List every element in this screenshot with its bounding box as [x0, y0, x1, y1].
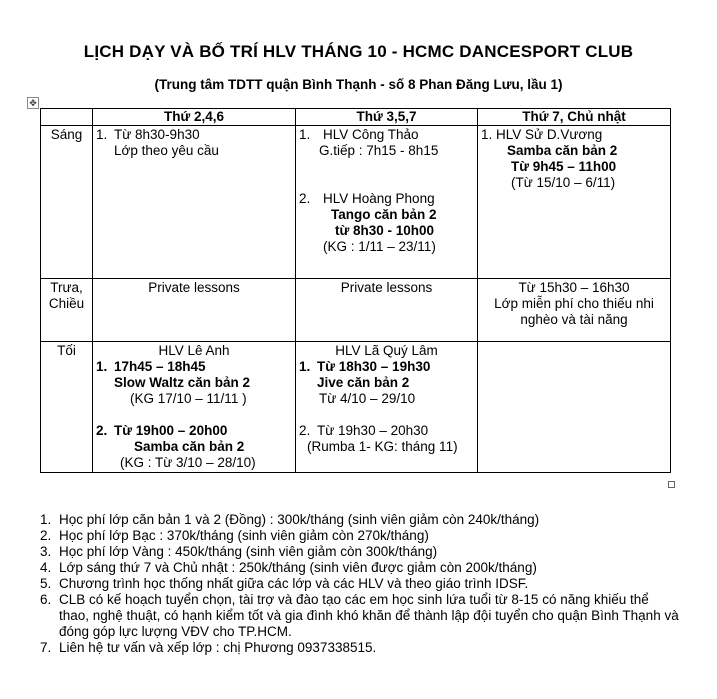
tango-time: từ 8h30 - 10h00 — [335, 223, 435, 238]
note-item: 2. Học phí lớp Bạc : 370k/tháng (sinh viên giảm còn 270k/tháng) — [40, 528, 429, 543]
jive-class: Jive căn bản 2 — [317, 375, 410, 390]
cell-afternoon-tue-thu-sat: Private lessons — [296, 279, 478, 342]
free-class-desc: Lớp miễn phí cho thiếu nhi — [494, 296, 654, 311]
cell-morning-mon-wed-fri: 1. Từ 8h30-9h30 Lớp theo yêu cầu — [93, 126, 296, 279]
page-subtitle: (Trung tâm TDTT quận Bình Thạnh - số 8 Phan Đăng Lưu, lầu 1) — [154, 77, 563, 92]
coach-su-d-vuong: 1. HLV Sử D.Vương — [481, 127, 603, 142]
waltz-time: 17h45 – 18h45 — [114, 359, 206, 374]
samba-dates: (Từ 15/10 – 6/11) — [511, 175, 616, 190]
reception-time: G.tiếp : 7h15 - 8h15 — [319, 143, 439, 158]
note-item: 6. CLB có kế hoạch tuyển chọn, tài trợ và đào tạo các em học sinh lứa tuổi từ 8-15 có năng khiếu thể thao, nghệ thuật, có hạnh kiểm tốt và gia đình khó khăn để thành lập đội tuyển cho quận Bình Thạnh và đóng góp lực lượng VĐV cho TP.HCM. — [40, 592, 679, 639]
cell-afternoon-mon-wed-fri: Private lessons — [93, 279, 296, 342]
samba-evening-dates: (KG : Từ 3/10 – 28/10) — [120, 455, 256, 470]
morning-time: Từ 8h30-9h30 — [114, 127, 200, 142]
free-class-desc-2: nghèo và tài năng — [520, 312, 628, 327]
samba-evening-class: Samba căn bản 2 — [134, 439, 245, 454]
header-mon-wed-fri: Thứ 2,4,6 — [93, 109, 296, 126]
rumba-class: (Rumba 1- KG: tháng 11) — [307, 439, 458, 454]
note-item: 5. Chương trình học thống nhất giữa các lớp và các HLV và theo giáo trình IDSF. — [40, 576, 529, 591]
free-class-time: Từ 15h30 – 16h30 — [518, 280, 630, 295]
page-title: LỊCH DẠY VÀ BỐ TRÍ HLV THÁNG 10 - HCMC DANCESPORT CLUB — [83, 42, 634, 61]
samba-class: Samba căn bản 2 — [507, 143, 618, 158]
waltz-class: Slow Waltz căn bản 2 — [114, 375, 251, 390]
tango-class: Tango căn bản 2 — [331, 207, 437, 222]
note-item: 3. Học phí lớp Vàng : 450k/tháng (sinh viên giảm còn 300k/tháng) — [40, 544, 438, 559]
row-label-evening: Tối — [41, 342, 93, 473]
jive-dates: Từ 4/10 – 29/10 — [319, 391, 416, 406]
header-corner — [41, 109, 93, 126]
cell-afternoon-weekend — [478, 279, 671, 342]
header-sat-sun: Thứ 7, Chủ nhật — [478, 109, 671, 126]
coach-la-quy-lam: HLV Lã Quý Lâm — [335, 343, 438, 358]
header-row — [41, 109, 671, 126]
coach-hoang-phong: HLV Hoàng Phong — [323, 191, 435, 206]
note-item: 4. Lớp sáng thứ 7 và Chủ nhật : 250k/tháng (sinh viên được giảm còn 200k/tháng) — [40, 560, 537, 575]
row-afternoon — [41, 279, 671, 342]
tango-dates: (KG : 1/11 – 23/11) — [323, 239, 436, 254]
row-evening — [41, 342, 671, 473]
table-resize-handle-icon[interactable] — [668, 481, 675, 488]
rumba-time: Từ 19h30 – 20h30 — [317, 423, 429, 438]
cell-evening-mon-wed-fri: HLV Lê Anh 1. 17h45 – 18h45 Slow Waltz căn bản 2 (KG 17/10 – 11/11 ) 2. Từ 19h00 – 20h00 Samba căn bản 2 (KG : Từ 3/10 – 28/10) — [93, 342, 296, 473]
coach-le-anh: HLV Lê Anh — [158, 343, 230, 358]
coach-cong-thao: HLV Công Thảo — [323, 127, 419, 142]
jive-time: Từ 18h30 – 19h30 — [317, 359, 431, 374]
note-item: 1. Học phí lớp căn bản 1 và 2 (Đồng) : 300k/tháng (sinh viên giảm còn 240k/tháng) — [40, 512, 540, 527]
notes-list — [40, 512, 680, 656]
row-label-morning: Sáng — [41, 126, 93, 279]
note-item: 7. Liên hệ tư vấn và xếp lớp : chị Phương 0937338515. — [40, 640, 377, 655]
header-tue-thu-sat: Thứ 3,5,7 — [296, 109, 478, 126]
row-label-afternoon: Trưa, Chiều — [41, 279, 93, 342]
cell-evening-tue-thu-sat: HLV Lã Quý Lâm 1. Từ 18h30 – 19h30 Jive căn bản 2 Từ 4/10 – 29/10 2. Từ 19h30 – 20h30 (Rumba 1- KG: tháng 11) — [296, 342, 478, 473]
samba-time: Từ 9h45 – 11h00 — [511, 159, 617, 174]
morning-class: Lớp theo yêu cầu — [114, 143, 219, 158]
samba-evening-time: Từ 19h00 – 20h00 — [114, 423, 228, 438]
row-morning — [41, 126, 671, 279]
table-move-handle-icon[interactable]: ✥ — [27, 97, 39, 109]
cell-morning-tue-thu-sat: 1. HLV Công Thảo G.tiếp : 7h15 - 8h15 2. HLV Hoàng Phong Tango căn bản 2 từ 8h30 - 10h00 (KG : 1/11 – 23/11) — [296, 126, 478, 279]
cell-evening-weekend — [478, 342, 671, 473]
waltz-dates: (KG 17/10 – 11/11 ) — [130, 391, 247, 406]
cell-morning-weekend — [478, 126, 671, 279]
schedule-table — [40, 108, 671, 473]
